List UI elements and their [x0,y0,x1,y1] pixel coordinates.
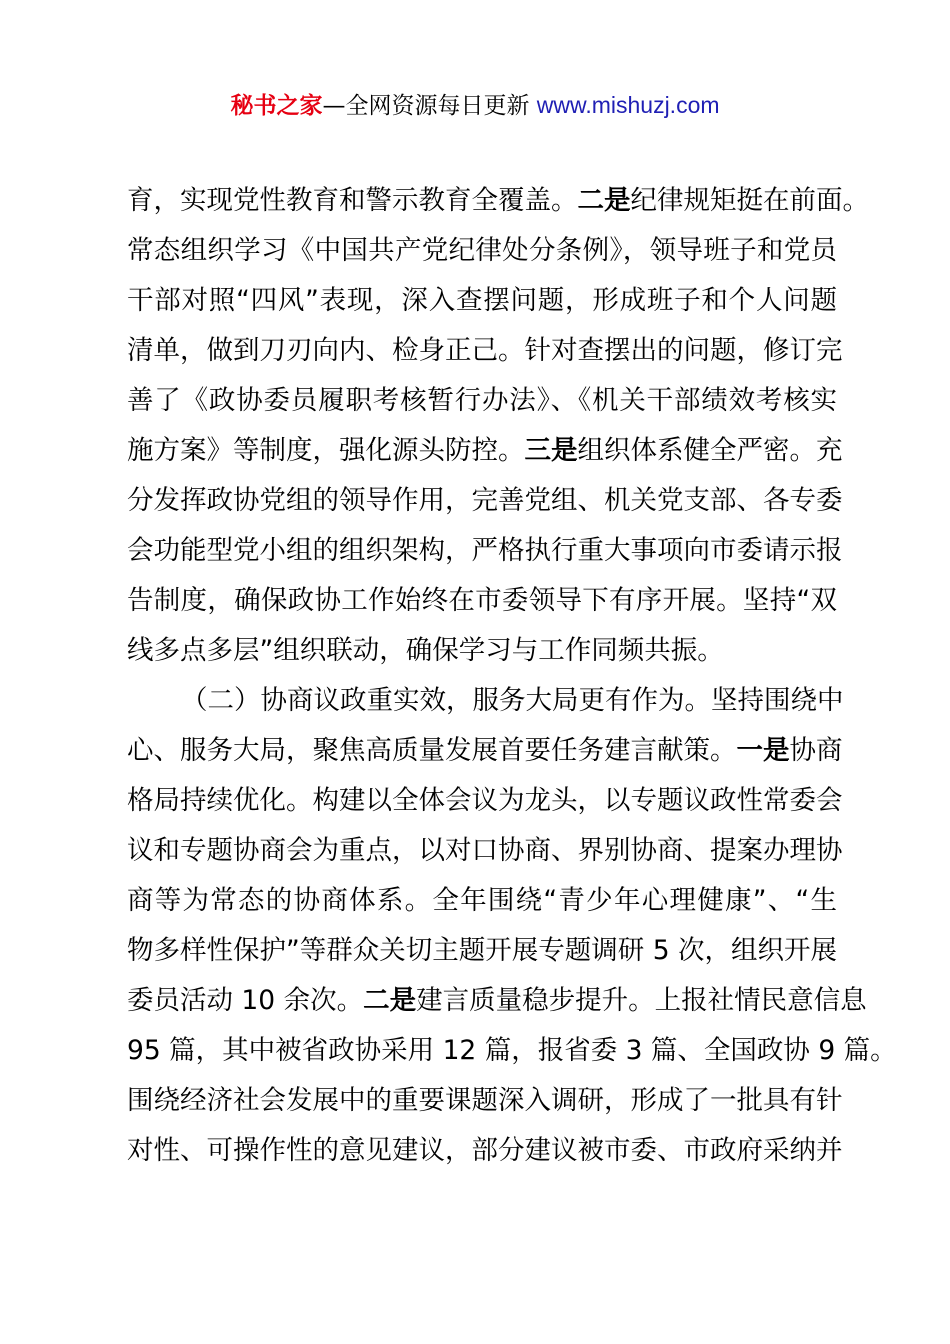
header-tagline: —全网资源每日更新 [322,93,537,119]
text-line-2: 常态组织学习《中国共产党纪律处分条例》，领导班子和党员 [127,235,837,266]
section-heading-line: （二）协商议政重实效，服务大局更有作为。坚持围绕中 [181,685,844,716]
text-line-14: 议和专题协商会为重点，以对口协商、界别协商、提案办理协 [127,835,843,866]
text-line-5: 善了《政协委员履职考核暂行办法》、《机关干部绩效考核实 [127,385,837,416]
document-body [127,176,897,1176]
site-header [0,88,950,123]
text-line-17: 委员活动 10 余次。二是建言质量稳步提升。上报社情民意信息 [127,985,867,1016]
text-line-13: 格局持续优化。构建以全体会议为龙头，以专题议政性常委会 [127,785,843,816]
emphasis-label: 二是 [577,185,631,216]
text-line-19: 围绕经济社会发展中的重要课题深入调研，形成了一批具有针 [127,1085,843,1116]
text-line-6: 施方案》等制度，强化源头防控。三是组织体系健全严密。充 [127,435,843,466]
text-line-1: 育，实现党性教育和警示教育全覆盖。二是纪律规矩挺在前面。 [127,185,869,216]
text-line-3: 干部对照“四风”表现，深入查摆问题，形成班子和个人问题 [127,285,837,316]
emphasis-label: 三是 [524,435,578,466]
text-line-9: 告制度，确保政协工作始终在市委领导下有序开展。坚持“双 [127,585,837,616]
text-line-12: 心、服务大局，聚焦高质量发展首要任务建言献策。一是协商 [127,735,843,766]
website-url[interactable]: www.mishuzj.com [536,92,720,118]
text-line-4: 清单，做到刀刃向内、检身正己。针对查摆出的问题，修订完 [127,335,843,366]
text-line-8: 会功能型党小组的组织架构，严格执行重大事项向市委请示报 [127,535,843,566]
text-line-15: 商等为常态的协商体系。全年围绕“青少年心理健康”、“生 [127,885,837,916]
text-line-10: 线多点多层”组织联动，确保学习与工作同频共振。 [127,635,724,666]
text-line-20: 对性、可操作性的意见建议，部分建议被市委、市政府采纳并 [127,1135,843,1166]
text-line-7: 分发挥政协党组的领导作用，完善党组、机关党支部、各专委 [127,485,843,516]
brand-name: 秘书之家 [230,93,323,119]
text-line-16: 物多样性保护”等群众关切主题开展专题调研 5 次，组织开展 [127,935,837,966]
text-line-18: 95 篇，其中被省政协采用 12 篇，报省委 3 篇、全国政协 9 篇。 [127,1035,897,1066]
emphasis-label: 二是 [363,985,417,1016]
emphasis-label: 一是 [736,735,790,766]
